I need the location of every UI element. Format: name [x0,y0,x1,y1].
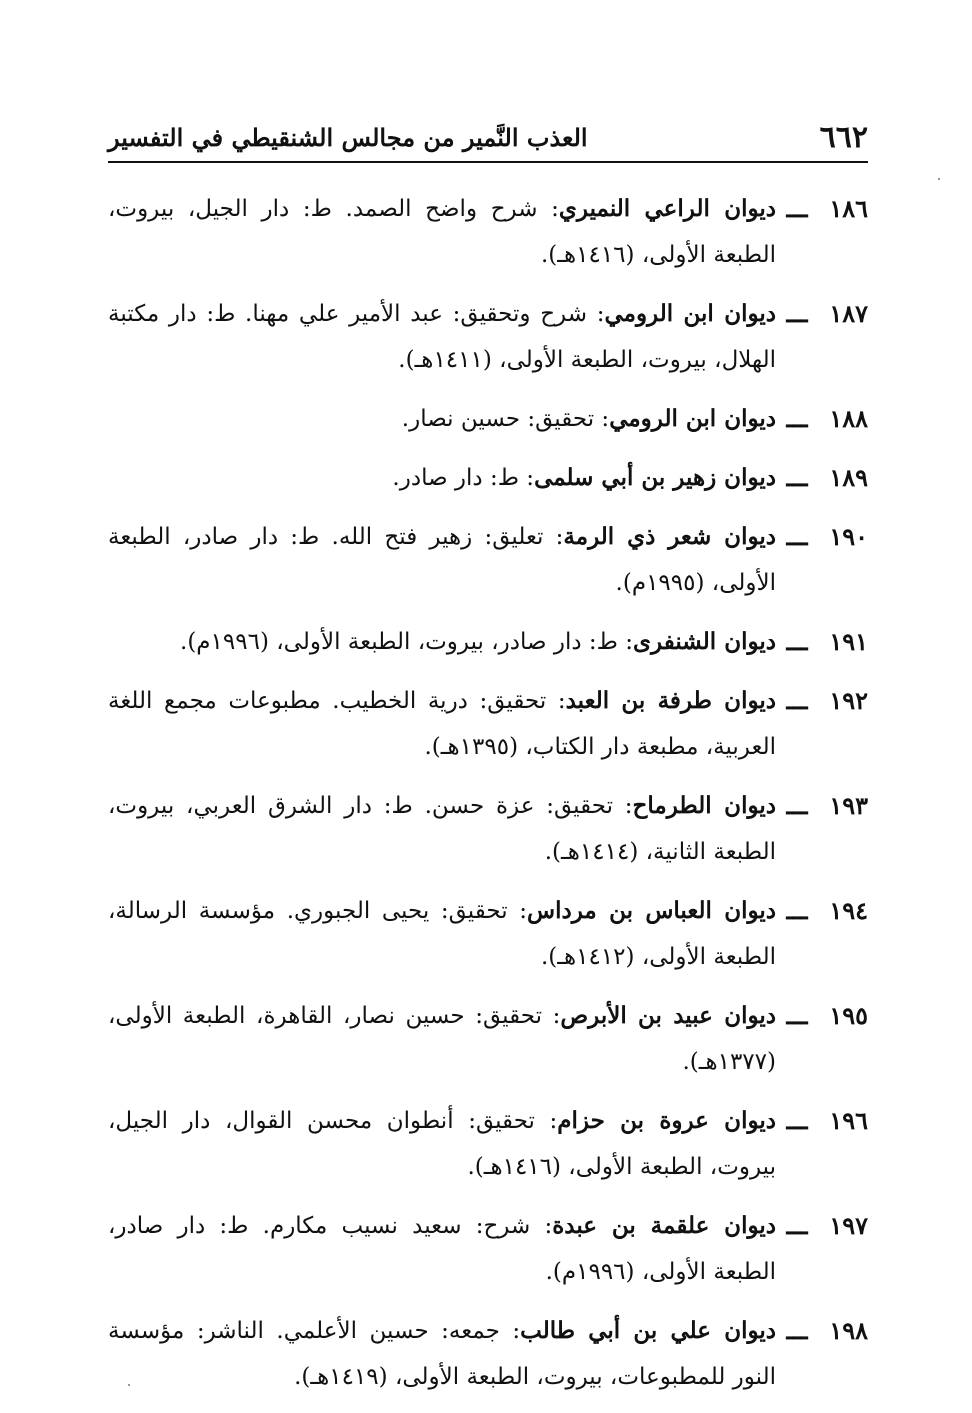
entry-title: ديوان العباس بن مرداس [527,897,777,924]
bibliography-entry [108,783,868,875]
entry-title: ديوان عبيد بن الأبرص [560,1002,776,1029]
entry-text: : تحقيق: حسين نصار. [401,406,610,432]
entry-text: : ط: دار صادر. [392,465,535,491]
entry-title: ديوان ابن الرومي [604,300,777,327]
entry-body [108,186,776,278]
entry-text: : شرح وتحقيق: عبد الأمير علي مهنا. ط: دار مكتبة الهلال، بيروت، الطبعة الأولى، (١٤١١هـ). [108,301,776,373]
entry-text: : تحقيق: عزة حسن. ط: دار الشرق العربي، بيروت، الطبعة الثانية، (١٤١٤هـ). [108,793,776,865]
bibliography-entry [108,888,868,980]
page-header [108,118,868,158]
entry-number: ١٩٤ [829,896,868,925]
entry-number: ١٩٥ [829,1001,868,1030]
bibliography-list [108,186,868,1413]
entry-number: ١٩٢ [829,686,868,715]
entry-number: ١٨٦ [829,194,868,223]
entry-text: : تحقيق: أنطوان محسن القوال، دار الجيل، بيروت، الطبعة الأولى، (١٤١٦هـ). [108,1108,776,1180]
entry-body [108,993,776,1085]
bibliography-entry [108,455,868,501]
entry-number: ١٨٧ [829,299,868,328]
bibliography-entry [108,619,868,665]
entry-text: : تحقيق: حسين نصار، القاهرة، الطبعة الأولى، (١٣٧٧هـ). [108,1003,776,1075]
entry-body [108,455,776,501]
entry-dash: ـــ [786,896,808,925]
entry-dash: ـــ [786,1211,808,1240]
entry-title: ديوان زهير بن أبي سلمى [534,464,776,491]
entry-text: : تحقيق: درية الخطيب. مطبوعات مجمع اللغة العربية، مطبعة دار الكتاب، (١٣٩٥هـ). [108,688,776,760]
entry-body [108,1203,776,1295]
entry-title: ديوان طرفة بن العبد [565,687,776,714]
entry-dash: ـــ [786,686,808,715]
bibliography-entry [108,1203,868,1295]
bibliography-entry [108,678,868,770]
entry-text: : شرح: سعيد نسيب مكارم. ط: دار صادر، الطبعة الأولى، (١٩٩٦م). [108,1213,776,1285]
entry-title: ديوان الطرماح [632,792,776,819]
entry-dash: ـــ [786,522,808,551]
bibliography-entry [108,514,868,606]
entry-text: : تحقيق: يحيى الجبوري. مؤسسة الرسالة، الطبعة الأولى، (١٤١٢هـ). [108,898,776,970]
entry-dash: ـــ [786,404,808,433]
entry-number: ١٨٨ [829,404,868,433]
entry-number: ١٩٨ [829,1316,868,1345]
entry-dash: ـــ [786,299,808,328]
entry-body [108,678,776,770]
bibliography-entry [108,993,868,1085]
page-number: ٦٦٢ [819,120,868,155]
bibliography-entry [108,396,868,442]
entry-dash: ـــ [786,1001,808,1030]
entry-dash: ـــ [786,627,808,656]
entry-number: ١٨٩ [829,463,868,492]
entry-title: ديوان شعر ذي الرمة [563,523,776,550]
entry-body [108,396,776,442]
entry-title: ديوان علي بن أبي طالب [520,1317,776,1344]
entry-number: ١٩٣ [829,791,868,820]
entry-dash: ـــ [786,1106,808,1135]
entry-text: : تعليق: زهير فتح الله. ط: دار صادر، الطبعة الأولى، (١٩٩٥م). [108,524,776,596]
entry-number: ١٩٠ [829,522,868,551]
entry-dash: ـــ [786,791,808,820]
scan-speck [938,178,940,180]
bibliography-entry [108,186,868,278]
entry-body [108,1308,776,1400]
entry-body [108,619,776,665]
entry-text: : جمعه: حسين الأعلمي. الناشر: مؤسسة النور للمطبوعات، بيروت، الطبعة الأولى، (١٤١٩هـ). [108,1318,776,1390]
entry-title: ديوان الشنفرى [633,628,776,655]
entry-title: ديوان الراعي النميري [558,195,776,222]
entry-number: ١٩٦ [829,1106,868,1135]
entry-body [108,888,776,980]
entry-body [108,514,776,606]
entry-dash: ـــ [786,463,808,492]
bibliography-entry [108,1098,868,1190]
entry-number: ١٩٧ [829,1211,868,1240]
running-title: العذب النَّمير من مجالس الشنقيطي في التفسير [108,123,588,152]
entry-number: ١٩١ [829,627,868,656]
entry-body [108,783,776,875]
entry-title: ديوان عروة بن حزام [557,1107,776,1134]
entry-title: ديوان علقمة بن عبدة [552,1212,776,1239]
bibliography-entry [108,1308,868,1400]
entry-dash: ـــ [786,194,808,223]
header-rule [108,161,868,163]
bibliography-entry [108,291,868,383]
entry-dash: ـــ [786,1316,808,1345]
entry-body [108,1098,776,1190]
entry-body [108,291,776,383]
entry-text: : ط: دار صادر، بيروت، الطبعة الأولى، (١٩٩٦م). [180,629,633,655]
entry-text: : شرح واضح الصمد. ط: دار الجيل، بيروت، الطبعة الأولى، (١٤١٦هـ). [108,196,776,268]
entry-title: ديوان ابن الرومي [609,405,776,432]
